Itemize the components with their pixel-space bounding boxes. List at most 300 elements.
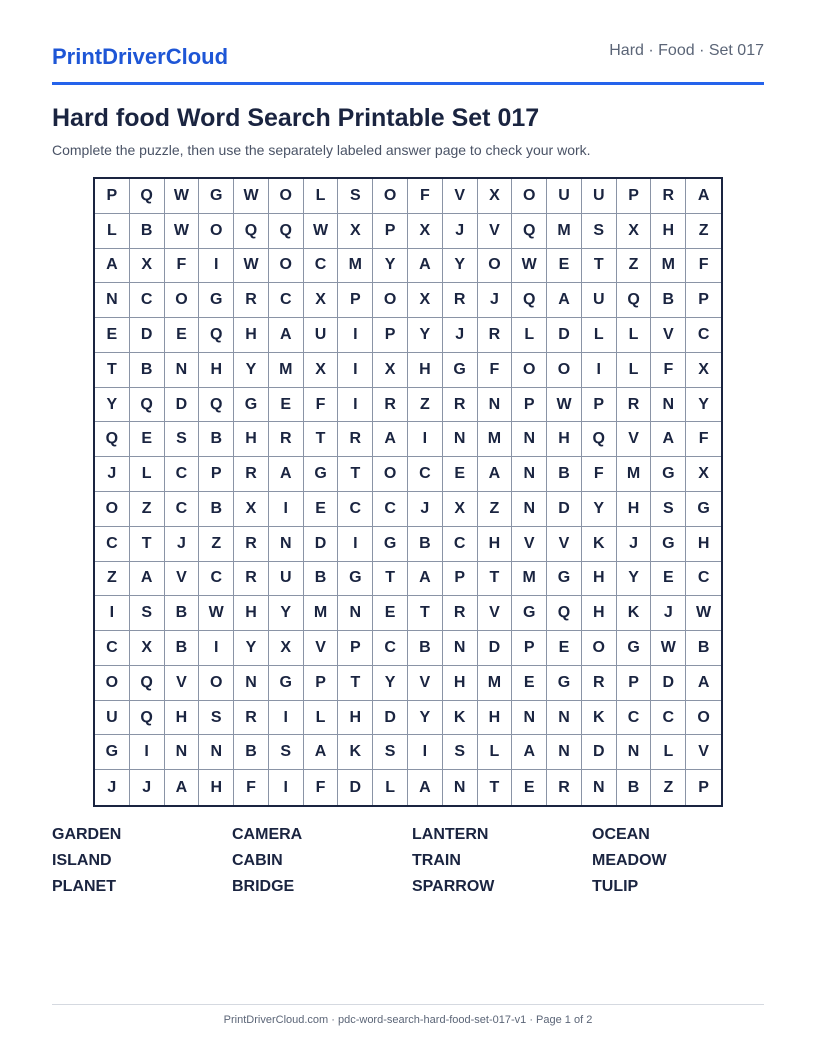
grid-cell: N: [443, 770, 478, 805]
grid-cell: H: [582, 562, 617, 597]
footer-text: PrintDriverCloud.com · pdc-word-search-hard-food-set-017-v1 · Page 1 of 2: [223, 1014, 593, 1026]
grid-cell: R: [478, 318, 513, 353]
grid-cell: S: [651, 492, 686, 527]
grid-cell: V: [512, 527, 547, 562]
grid-cell: J: [617, 527, 652, 562]
grid-cell: A: [165, 770, 200, 805]
grid-cell: A: [512, 735, 547, 770]
grid-cell: H: [234, 422, 269, 457]
grid-cell: G: [95, 735, 130, 770]
grid-cell: Y: [373, 249, 408, 284]
grid-cell: B: [617, 770, 652, 805]
grid-cell: V: [478, 596, 513, 631]
grid-cell: F: [582, 457, 617, 492]
grid-cell: P: [686, 283, 721, 318]
grid-cell: O: [582, 631, 617, 666]
grid-cell: N: [512, 701, 547, 736]
grid-cell: I: [338, 318, 373, 353]
grid-cell: T: [408, 596, 443, 631]
grid-cell: B: [165, 596, 200, 631]
grid-cell: E: [512, 770, 547, 805]
grid-cell: B: [304, 562, 339, 597]
grid-cell: S: [165, 422, 200, 457]
grid-cell: Q: [617, 283, 652, 318]
grid-cell: G: [199, 283, 234, 318]
grid-cell: N: [234, 666, 269, 701]
grid-cell: B: [130, 214, 165, 249]
grid-cell: H: [686, 527, 721, 562]
grid-cell: D: [304, 527, 339, 562]
grid-cell: C: [199, 562, 234, 597]
grid-cell: K: [582, 701, 617, 736]
grid-cell: C: [373, 631, 408, 666]
grid-cell: C: [686, 562, 721, 597]
grid-cell: T: [373, 562, 408, 597]
grid-cell: Z: [617, 249, 652, 284]
grid-cell: J: [408, 492, 443, 527]
grid-cell: B: [408, 631, 443, 666]
grid-cell: W: [547, 388, 582, 423]
word-list-item: TRAIN: [412, 852, 461, 869]
grid-cell: P: [373, 214, 408, 249]
grid-cell: P: [373, 318, 408, 353]
grid-cell: N: [547, 701, 582, 736]
grid-cell: V: [547, 527, 582, 562]
grid-cell: S: [443, 735, 478, 770]
grid-cell: H: [651, 214, 686, 249]
grid-cell: P: [95, 179, 130, 214]
grid-cell: N: [547, 735, 582, 770]
grid-cell: C: [373, 492, 408, 527]
grid-cell: L: [478, 735, 513, 770]
grid-cell: C: [304, 249, 339, 284]
grid-cell: D: [478, 631, 513, 666]
grid-cell: M: [338, 249, 373, 284]
grid-cell: L: [95, 214, 130, 249]
grid-cell: R: [234, 701, 269, 736]
grid-cell: F: [165, 249, 200, 284]
grid-cell: N: [95, 283, 130, 318]
grid-cell: A: [686, 666, 721, 701]
grid-cell: G: [617, 631, 652, 666]
grid-cell: Y: [234, 631, 269, 666]
brand-logo[interactable]: PrintDriverCloud: [52, 44, 229, 69]
grid-cell: P: [338, 283, 373, 318]
grid-cell: P: [443, 562, 478, 597]
grid-cell: T: [130, 527, 165, 562]
grid-cell: X: [304, 353, 339, 388]
grid-cell: N: [269, 527, 304, 562]
grid-cell: G: [338, 562, 373, 597]
grid-cell: J: [130, 770, 165, 805]
grid-cell: P: [512, 631, 547, 666]
grid-cell: J: [165, 527, 200, 562]
grid-cell: R: [234, 283, 269, 318]
grid-cell: O: [512, 353, 547, 388]
grid-cell: T: [304, 422, 339, 457]
grid-cell: M: [617, 457, 652, 492]
grid-cell: R: [234, 562, 269, 597]
grid-cell: H: [617, 492, 652, 527]
grid-cell: F: [478, 353, 513, 388]
grid-cell: V: [165, 666, 200, 701]
grid-cell: A: [373, 422, 408, 457]
grid-cell: H: [165, 701, 200, 736]
grid-cell: I: [199, 249, 234, 284]
grid-cell: Y: [582, 492, 617, 527]
grid-cell: N: [443, 631, 478, 666]
grid-cell: C: [269, 283, 304, 318]
grid-cell: I: [408, 735, 443, 770]
grid-cell: O: [199, 214, 234, 249]
grid-cell: G: [199, 179, 234, 214]
grid-cell: D: [338, 770, 373, 805]
grid-cell: F: [686, 422, 721, 457]
grid-cell: E: [443, 457, 478, 492]
grid-cell: P: [698, 778, 709, 796]
grid-cell: X: [234, 492, 269, 527]
grid-cell: D: [582, 735, 617, 770]
grid-cell: Z: [478, 492, 513, 527]
grid-cell: O: [269, 179, 304, 214]
grid-cell: W: [304, 214, 339, 249]
grid-cell: N: [478, 388, 513, 423]
grid-cell: J: [95, 770, 130, 805]
grid-cell: L: [617, 353, 652, 388]
grid-cell: M: [478, 666, 513, 701]
grid-cell: P: [304, 666, 339, 701]
grid-cell: U: [95, 701, 130, 736]
grid-cell: X: [338, 214, 373, 249]
grid-cell: O: [165, 283, 200, 318]
grid-cell: O: [547, 353, 582, 388]
grid-cell: F: [234, 770, 269, 805]
grid-cell: A: [478, 457, 513, 492]
grid-cell: X: [478, 179, 513, 214]
grid-cell: O: [269, 249, 304, 284]
grid-cell: H: [338, 701, 373, 736]
grid-cell: R: [443, 283, 478, 318]
grid-cell: A: [269, 318, 304, 353]
grid-cell: X: [130, 631, 165, 666]
grid-cell: F: [304, 770, 339, 805]
grid-cell: N: [338, 596, 373, 631]
grid-cell: Y: [617, 562, 652, 597]
grid-cell: E: [95, 318, 130, 353]
grid-cell: C: [408, 457, 443, 492]
grid-cell: N: [617, 735, 652, 770]
grid-cell: E: [130, 422, 165, 457]
grid-cell: L: [304, 179, 339, 214]
word-list-item: LANTERN: [412, 826, 489, 843]
grid-cell: L: [373, 770, 408, 805]
breadcrumb: Hard · Food · Set 017: [609, 42, 764, 59]
grid-cell: R: [269, 422, 304, 457]
grid-cell: Z: [199, 527, 234, 562]
grid-cell: N: [512, 457, 547, 492]
grid-cell: B: [686, 631, 721, 666]
grid-cell: Q: [547, 596, 582, 631]
grid-cell: S: [269, 735, 304, 770]
grid-cell: E: [547, 249, 582, 284]
grid-cell: U: [304, 318, 339, 353]
grid-cell: F: [686, 249, 721, 284]
grid-cell: B: [199, 422, 234, 457]
grid-cell: X: [686, 457, 721, 492]
word-list-item: CABIN: [232, 852, 283, 869]
grid-cell: A: [686, 179, 721, 214]
grid-cell: S: [199, 701, 234, 736]
grid-cell: Q: [512, 214, 547, 249]
grid-cell: G: [547, 666, 582, 701]
grid-cell: D: [130, 318, 165, 353]
grid-cell: P: [512, 388, 547, 423]
word-list-item: ISLAND: [52, 852, 112, 869]
grid-cell: I: [408, 422, 443, 457]
word-list-item: OCEAN: [592, 826, 650, 843]
grid-cell: Q: [130, 666, 165, 701]
grid-cell: O: [95, 492, 130, 527]
instructions: Complete the puzzle, then use the separately labeled answer page to check your work.: [52, 142, 591, 158]
grid-cell: N: [651, 388, 686, 423]
grid-cell: D: [165, 388, 200, 423]
grid-cell: J: [651, 596, 686, 631]
grid-cell: D: [547, 492, 582, 527]
grid-cell: G: [512, 596, 547, 631]
grid-cell: A: [408, 249, 443, 284]
grid-cell: S: [373, 735, 408, 770]
grid-cell: H: [234, 318, 269, 353]
footer-divider: [52, 1004, 764, 1005]
grid-cell: N: [443, 422, 478, 457]
grid-cell: Y: [95, 388, 130, 423]
grid-cell: T: [338, 666, 373, 701]
grid-cell: K: [443, 701, 478, 736]
grid-cell: Q: [130, 388, 165, 423]
grid-cell: O: [373, 283, 408, 318]
grid-cell: E: [269, 388, 304, 423]
grid-cell: V: [686, 735, 721, 770]
grid-cell: T: [478, 770, 513, 805]
grid-cell: R: [234, 527, 269, 562]
grid-cell: V: [165, 562, 200, 597]
grid-cell: M: [512, 562, 547, 597]
grid-cell: Y: [408, 701, 443, 736]
word-list-item: BRIDGE: [232, 878, 295, 895]
grid-cell: M: [651, 249, 686, 284]
grid-cell: H: [478, 527, 513, 562]
grid-cell: G: [234, 388, 269, 423]
grid-cell: A: [408, 562, 443, 597]
grid-cell: F: [304, 388, 339, 423]
grid-cell: M: [304, 596, 339, 631]
grid-cell: G: [443, 353, 478, 388]
grid-cell: A: [304, 735, 339, 770]
grid-cell: L: [582, 318, 617, 353]
grid-cell: S: [130, 596, 165, 631]
grid-cell: N: [512, 492, 547, 527]
grid-cell: X: [269, 631, 304, 666]
grid-cell: I: [269, 701, 304, 736]
grid-cell: H: [547, 422, 582, 457]
grid-cell: W: [686, 596, 721, 631]
grid-cell: H: [582, 596, 617, 631]
grid-cell: I: [269, 770, 304, 805]
grid-cell: R: [651, 179, 686, 214]
grid-cell: M: [547, 214, 582, 249]
grid-cell: C: [130, 283, 165, 318]
grid-cell: A: [408, 770, 443, 805]
grid-cell: B: [234, 735, 269, 770]
grid-cell: C: [617, 701, 652, 736]
grid-cell: X: [304, 283, 339, 318]
grid-cell: U: [582, 283, 617, 318]
word-list-item: CAMERA: [232, 826, 303, 843]
grid-cell: W: [651, 631, 686, 666]
grid-cell: R: [234, 457, 269, 492]
grid-cell: J: [443, 214, 478, 249]
grid-cell: T: [338, 457, 373, 492]
grid-cell: G: [651, 527, 686, 562]
grid-cell: J: [478, 283, 513, 318]
grid-cell: L: [130, 457, 165, 492]
grid-cell: G: [686, 492, 721, 527]
grid-cell: Z: [95, 562, 130, 597]
grid-cell: W: [165, 179, 200, 214]
grid-cell: C: [338, 492, 373, 527]
grid-cell: G: [651, 457, 686, 492]
grid-cell: V: [408, 666, 443, 701]
grid-cell: W: [512, 249, 547, 284]
grid-cell: C: [165, 492, 200, 527]
grid-cell: O: [373, 179, 408, 214]
grid-cell: C: [165, 457, 200, 492]
grid-cell: O: [686, 701, 721, 736]
grid-cell: P: [617, 666, 652, 701]
grid-cell: Y: [686, 388, 721, 423]
grid-cell: V: [651, 318, 686, 353]
grid-cell: D: [547, 318, 582, 353]
grid-cell: N: [512, 422, 547, 457]
grid-cell: Q: [269, 214, 304, 249]
grid-cell: H: [199, 353, 234, 388]
grid-cell: K: [617, 596, 652, 631]
grid-cell: V: [304, 631, 339, 666]
grid-cell: L: [651, 735, 686, 770]
grid-cell: S: [338, 179, 373, 214]
grid-cell: C: [95, 631, 130, 666]
grid-cell: R: [617, 388, 652, 423]
word-list-item: SPARROW: [412, 878, 495, 895]
grid-cell: A: [95, 249, 130, 284]
grid-cell: C: [443, 527, 478, 562]
grid-cell: Z: [130, 492, 165, 527]
grid-cell: F: [408, 179, 443, 214]
grid-cell: U: [582, 179, 617, 214]
grid-cell: C: [95, 527, 130, 562]
grid-cell: H: [234, 596, 269, 631]
grid-cell: G: [547, 562, 582, 597]
grid-cell: N: [199, 735, 234, 770]
word-list-item: TULIP: [592, 878, 639, 895]
grid-cell: B: [547, 457, 582, 492]
word-list-item: GARDEN: [52, 826, 122, 843]
grid-cell: X: [130, 249, 165, 284]
grid-cell: W: [234, 179, 269, 214]
grid-cell: R: [373, 388, 408, 423]
grid-cell: J: [95, 457, 130, 492]
word-list-item: PLANET: [52, 878, 116, 895]
grid-cell: R: [443, 596, 478, 631]
grid-cell: D: [373, 701, 408, 736]
grid-cell: C: [651, 701, 686, 736]
grid-cell: B: [199, 492, 234, 527]
grid-cell: O: [199, 666, 234, 701]
grid-cell: O: [95, 666, 130, 701]
grid-cell: I: [582, 353, 617, 388]
grid-cell: X: [443, 492, 478, 527]
grid-cell: V: [443, 179, 478, 214]
grid-cell: L: [617, 318, 652, 353]
grid-cell: E: [547, 631, 582, 666]
grid-cell: A: [130, 562, 165, 597]
grid-cell: X: [408, 214, 443, 249]
grid-cell: X: [408, 283, 443, 318]
grid-cell: I: [269, 492, 304, 527]
grid-cell: R: [582, 666, 617, 701]
grid-cell: M: [269, 353, 304, 388]
grid-cell: Y: [408, 318, 443, 353]
grid-cell: R: [443, 388, 478, 423]
grid-cell: Q: [130, 179, 165, 214]
grid-cell: W: [165, 214, 200, 249]
grid-cell: H: [199, 770, 234, 805]
grid-cell: Y: [234, 353, 269, 388]
grid-cell: G: [269, 666, 304, 701]
grid-cell: N: [582, 770, 617, 805]
grid-cell: K: [582, 527, 617, 562]
header-divider: [52, 82, 764, 85]
grid-cell: I: [338, 527, 373, 562]
grid-cell: H: [408, 353, 443, 388]
grid-cell: V: [478, 214, 513, 249]
grid-cell: E: [304, 492, 339, 527]
grid-cell: T: [95, 353, 130, 388]
grid-cell: L: [512, 318, 547, 353]
grid-cell: A: [269, 457, 304, 492]
grid-cell: N: [165, 353, 200, 388]
grid-cell: A: [651, 422, 686, 457]
page-title: Hard food Word Search Printable Set 017: [52, 104, 540, 132]
grid-cell: Q: [95, 422, 130, 457]
grid-cell: W: [234, 249, 269, 284]
grid-cell: Q: [582, 422, 617, 457]
grid-cell: X: [373, 353, 408, 388]
grid-cell: Q: [199, 388, 234, 423]
grid-cell: D: [651, 666, 686, 701]
grid-cell: N: [165, 735, 200, 770]
grid-cell: P: [582, 388, 617, 423]
grid-cell: O: [373, 457, 408, 492]
grid-cell: Q: [199, 318, 234, 353]
grid-cell: E: [373, 596, 408, 631]
grid-cell: Y: [269, 596, 304, 631]
grid-cell: O: [512, 179, 547, 214]
word-list-item: MEADOW: [592, 852, 667, 869]
grid-cell: Y: [443, 249, 478, 284]
grid-cell: E: [165, 318, 200, 353]
grid-cell: Z: [651, 770, 686, 805]
